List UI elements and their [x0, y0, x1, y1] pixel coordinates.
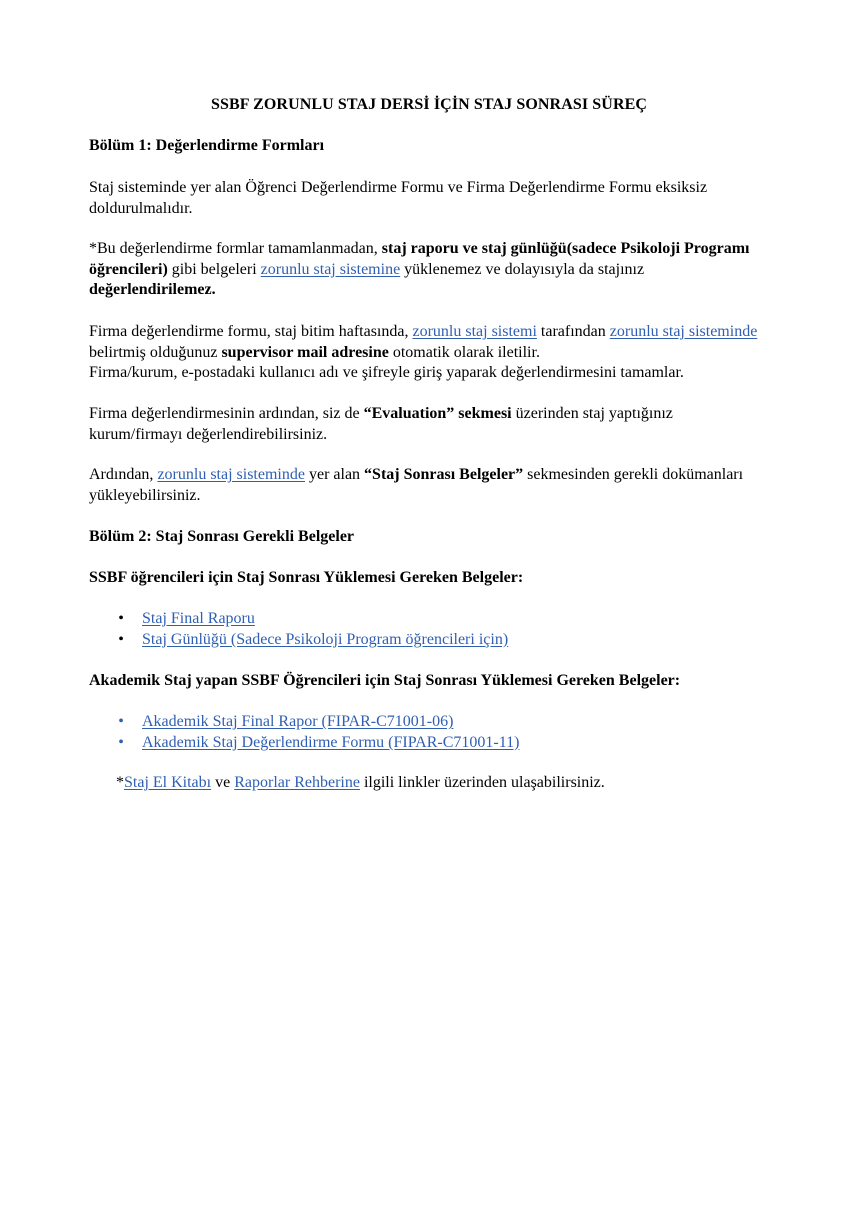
- text-span: otomatik olarak iletilir.: [388, 343, 540, 361]
- bold-span: “Evaluation” sekmesi: [363, 405, 512, 422]
- akademik-staj-final-rapor-link[interactable]: Akademik Staj Final Rapor (FIPAR-C71001-06): [142, 713, 454, 730]
- staj-el-kitabi-link[interactable]: Staj El Kitabı: [124, 774, 212, 791]
- section1-heading: Bölüm 1: Değerlendirme Formları: [89, 137, 325, 154]
- ssbf-documents-list: [116, 609, 508, 650]
- asterisk: *: [116, 774, 124, 791]
- bold-span: değerlendirilemez.: [89, 281, 216, 298]
- bullet-icon: •: [118, 630, 124, 648]
- text-span: Firma değerlendirmesinin ardından, siz de: [89, 405, 364, 422]
- list-item: [116, 609, 508, 630]
- bullet-icon: •: [118, 610, 124, 627]
- text-span: ilgili linkler üzerinden ulaşabilirsiniz.: [359, 774, 605, 791]
- bold-span: supervisor mail adresine: [221, 343, 389, 361]
- section1-paragraph-3: [89, 322, 769, 384]
- zorunlu-staj-sistemine-link[interactable]: zorunlu staj sistemine: [260, 260, 401, 278]
- text-span: Ardından,: [89, 466, 158, 483]
- handbook-note: [116, 773, 605, 794]
- text-span: ve: [211, 774, 235, 791]
- section1-paragraph-1: Staj sisteminde yer alan Öğrenci Değerlendirme Formu ve Firma Değerlendirme Formu eksiksiz doldurulmalıdır.: [89, 179, 708, 217]
- list-item: [116, 733, 519, 754]
- list-item: [116, 712, 519, 733]
- section1-paragraph-4: [89, 404, 769, 445]
- zorunlu-staj-sisteminde-link-2[interactable]: zorunlu staj sisteminde: [157, 466, 305, 483]
- bold-span: “Staj Sonrası Belgeler”: [364, 466, 524, 483]
- bullet-icon: •: [118, 713, 124, 730]
- text-span: *Bu değerlendirme formlar tamamlanmadan,: [89, 240, 382, 257]
- bold-span: staj raporu ve staj günlüğü(sadece Psikoloji Programı öğrencileri): [89, 240, 750, 278]
- text-span: gibi belgeleri: [167, 260, 261, 278]
- section1-paragraph-2: [89, 239, 769, 301]
- text-span: yüklenemez ve dolayısıyla da stajınız: [400, 260, 645, 278]
- text-span: tarafından: [536, 323, 610, 340]
- text-span: yer alan: [304, 466, 365, 483]
- text-span: belirtmiş olduğunuz: [89, 343, 222, 361]
- section1-paragraph-5: [89, 465, 769, 506]
- raporlar-rehberine-link[interactable]: Raporlar Rehberine: [234, 774, 360, 791]
- zorunlu-staj-sistemi-link[interactable]: zorunlu staj sistemi: [412, 323, 537, 340]
- ssbf-documents-subheading: SSBF öğrencileri için Staj Sonrası Yüklemesi Gereken Belgeler:: [89, 569, 524, 586]
- text-span: sekmesinden gerekli dokümanları yükleyebilirsiniz.: [89, 466, 744, 504]
- zorunlu-staj-sisteminde-link[interactable]: zorunlu staj sisteminde: [609, 323, 758, 340]
- text-span: Firma/kurum, e-postadaki kullanıcı adı ve şifreyle giriş yaparak değerlendirmesini tamamlar.: [89, 364, 684, 381]
- section2-heading: Bölüm 2: Staj Sonrası Gerekli Belgeler: [89, 528, 355, 545]
- staj-final-raporu-link[interactable]: Staj Final Raporu: [142, 610, 255, 627]
- akademik-staj-degerlendirme-formu-link[interactable]: Akademik Staj Değerlendirme Formu (FIPAR-C71001-11): [142, 733, 520, 751]
- academic-documents-list: [116, 712, 519, 753]
- academic-documents-subheading: Akademik Staj yapan SSBF Öğrencileri için Staj Sonrası Yüklemesi Gereken Belgeler:: [89, 672, 681, 689]
- staj-gunlugu-link[interactable]: Staj Günlüğü (Sadece Psikoloji Program öğrencileri için): [142, 630, 509, 648]
- text-span: Firma değerlendirme formu, staj bitim haftasında,: [89, 323, 413, 340]
- bullet-icon: •: [118, 733, 124, 751]
- text-span: üzerinden staj yaptığınız kurum/firmayı değerlendirebilirsiniz.: [89, 405, 673, 443]
- document-title: SSBF ZORUNLU STAJ DERSİ İÇİN STAJ SONRASI SÜREÇ: [210, 96, 648, 113]
- list-item: [116, 630, 508, 651]
